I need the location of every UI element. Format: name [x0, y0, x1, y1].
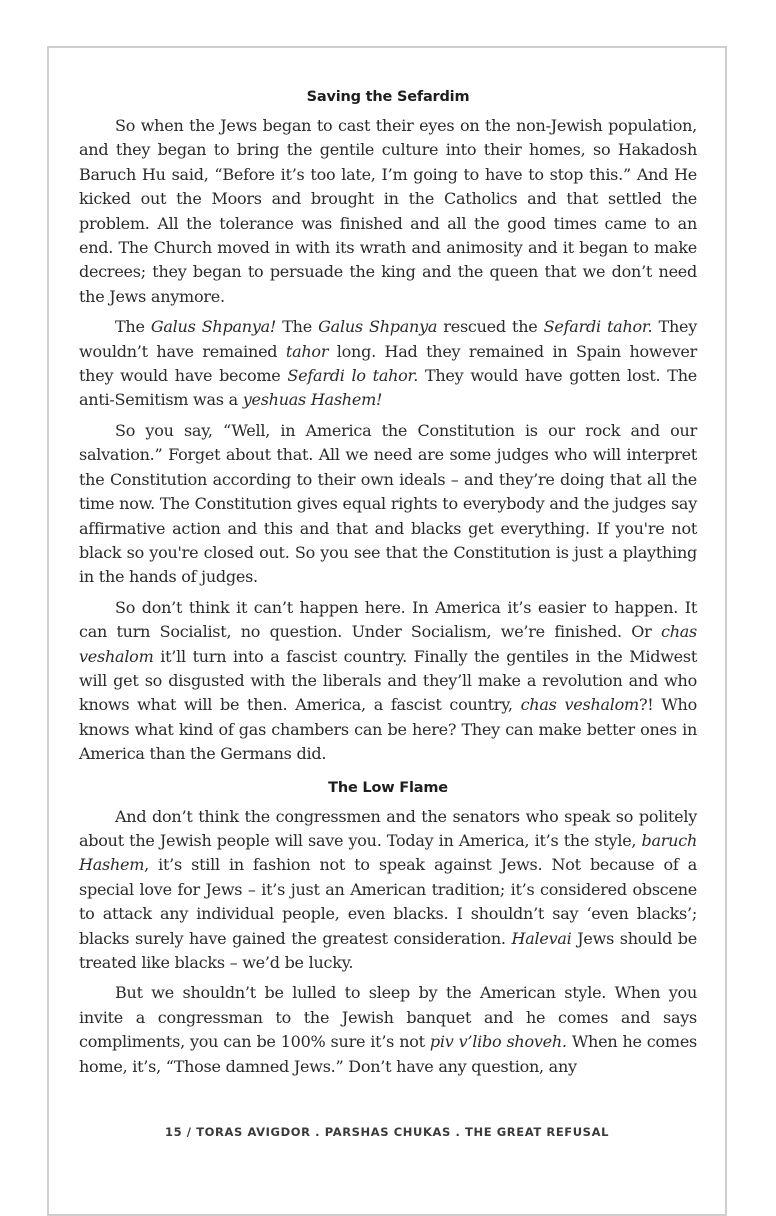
italic-term: tahor: [285, 341, 329, 361]
italic-term: Galus Shpanya: [318, 317, 438, 337]
paragraph: [79, 805, 697, 976]
paragraph: [79, 596, 697, 767]
paragraph: [79, 114, 697, 309]
text-run: long. Had they remained in Spain however they would have become: [79, 341, 698, 386]
paragraph: [79, 981, 697, 1079]
text-run: But we shouldn’t be lulled to sleep by the American style. When you invite a congressman to the Jewish banquet and he comes and says compliments, you can be 100% sure it’s not: [79, 983, 697, 1052]
text-run: So when the Jews began to cast their eyes on the non-Jewish population, and they began to bring the gentile culture into their homes, so Hakadosh Baruch Hu said, “Before it’s too late, I’m going to have to stop this.” And He kicked out the Moors and brought in the Catholics and that settled the problem. All the tolerance was finished and all the good times came to an end. The Church moved in with its wrath and animosity and it began to make decrees; they began to persuade the king and the queen that we don’t need the Jews anymore.: [79, 116, 697, 306]
italic-term: Galus Shpanya!: [150, 317, 277, 337]
text-run: Jews should be treated like blacks – we’d be lucky.: [79, 928, 697, 972]
text-run: The: [276, 317, 319, 337]
italic-term: Sefardi lo tahor.: [287, 366, 419, 386]
paragraph: [79, 419, 697, 590]
page-footer: 15 / TORAS AVIGDOR . PARSHAS CHUKAS . THE GREAT REFUSAL: [164, 1125, 609, 1139]
text-run: So don’t think it can’t happen here. In America it’s easier to happen. It can turn Socialist, no question. Under Socialism, we’re finished. Or: [79, 597, 697, 642]
italic-term: piv v’libo shoveh.: [429, 1032, 567, 1052]
text-run: ?! Who knows what kind of gas chambers can be here? They can make better ones in America than the Germans did.: [79, 695, 697, 764]
text-run: it’ll turn into a fascist country. Finally the gentiles in the Midwest will get so disgusted with the liberals and they’ll make a revolution and who knows what will be then. America, a fascist country,: [79, 646, 697, 715]
text-run: rescued the: [437, 317, 544, 337]
text-run: They wouldn’t have remained: [79, 317, 698, 361]
italic-term: chas veshalom: [79, 622, 697, 666]
italic-term: yeshuas Hashem!: [242, 390, 383, 410]
section-saving-the-sefardim: [79, 86, 697, 767]
text-run: And don’t think the congressmen and the senators who speak so politely about the Jewish people will save you. Today in America, it’s the style,: [79, 806, 697, 850]
text-run: The: [115, 317, 151, 337]
section-the-low-flame: [79, 777, 697, 1079]
section-heading: The Low Flame: [328, 779, 448, 796]
section-heading: Saving the Sefardim: [306, 89, 470, 105]
page-content: [79, 86, 697, 1085]
italic-term: baruch Hashem: [79, 830, 697, 875]
text-run: They would have gotten lost. The anti-Semitism was a: [79, 366, 697, 410]
italic-term: chas veshalom: [520, 695, 639, 715]
italic-term: Halevai: [511, 928, 572, 948]
text-run: When he comes home, it’s, “Those damned Jews.” Don’t have any question, any: [79, 1032, 698, 1076]
text-run: , it’s still in fashion not to speak against Jews. Not because of a special love for Jews – it’s just an American tradition; it’s considered obscene to attack any individual people, even blacks. I shouldn’t say ‘even blacks’; blacks surely have gained the greatest consideration.: [79, 855, 697, 948]
text-run: So you say, “Well, in America the Constitution is our rock and our salvation.” Forget about that. All we need are some judges who will interpret the Constitution according to their own ideals – and they’re doing that all the time now. The Constitution gives equal rights to everybody and the judges say affirmative action and this and that and blacks get everything. If you're not black so you're closed out. So you see that the Constitution is just a plaything in the hands of judges.: [79, 420, 697, 587]
paragraph: [79, 315, 697, 413]
italic-term: Sefardi tahor.: [543, 317, 653, 337]
